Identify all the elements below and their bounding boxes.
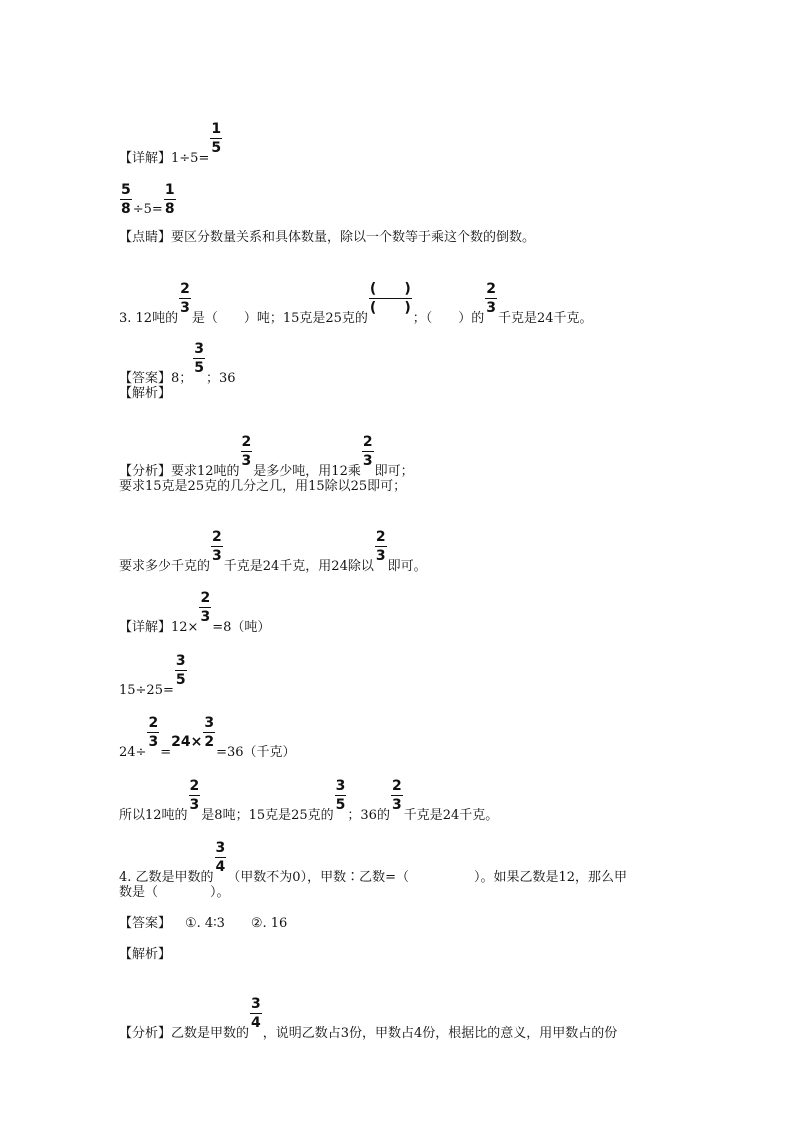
detail-text: 【详解】12× xyxy=(119,620,199,635)
answer-text: ①. 4∶3 ②. 16 xyxy=(185,916,288,931)
numerator: 2 xyxy=(180,281,190,297)
denominator: 4 xyxy=(215,859,226,875)
question-text: 4. 乙数是甲数的 xyxy=(119,870,214,885)
numerator: 2 xyxy=(212,529,222,545)
detail-line-4 xyxy=(119,653,188,698)
analysis-text: 即可。 xyxy=(387,559,427,574)
analysis-text: 要求15克是25克的几分之几，用15除以25即可； xyxy=(119,479,407,494)
answer-text: ；36 xyxy=(206,371,236,386)
section-tag-detail: 【详解】 xyxy=(119,151,172,166)
conclusion-text: 所以12吨的 xyxy=(119,808,188,823)
analysis-text: 【分析】乙数是甲数的 xyxy=(119,1026,250,1041)
denominator: 3 xyxy=(200,609,211,625)
detail-text: =36（千克） xyxy=(216,745,296,760)
numerator: 3 xyxy=(175,653,186,669)
section-tag-analysis: 【解析】 xyxy=(119,386,172,401)
denominator: 3 xyxy=(362,453,373,469)
analysis-line-1 xyxy=(119,434,414,479)
fraction xyxy=(193,342,205,375)
numerator: 3 xyxy=(335,778,346,794)
fraction xyxy=(179,282,191,315)
fraction xyxy=(210,122,222,155)
numerator: 1 xyxy=(164,182,175,198)
fraction xyxy=(175,654,187,687)
analysis-text: 即可； xyxy=(374,464,414,479)
numerator: 3 xyxy=(251,996,261,1012)
denominator: 2 xyxy=(204,734,215,750)
numerator: 2 xyxy=(241,434,252,450)
fraction xyxy=(241,435,253,468)
fraction xyxy=(147,716,159,749)
question-4 xyxy=(119,840,628,885)
fraction xyxy=(391,779,403,812)
expression-text: 1÷5= xyxy=(171,151,210,166)
analysis-heading-2 xyxy=(119,945,171,965)
answer-text: 【答案】8； xyxy=(119,371,193,386)
denominator: 5 xyxy=(194,360,205,376)
analysis-line-2 xyxy=(119,477,406,497)
analysis-text: 【分析】要求12吨的 xyxy=(119,464,240,479)
numerator: 3 xyxy=(194,341,205,357)
analysis-text: 是多少吨，用12乘 xyxy=(253,464,361,479)
denominator: 5 xyxy=(175,672,186,688)
detail-text: =8（吨） xyxy=(212,620,271,635)
detail-line-2 xyxy=(119,182,177,217)
numerator: 3 xyxy=(204,715,215,731)
conclusion-text: 是8吨；15克是25克的 xyxy=(201,808,334,823)
fraction xyxy=(375,530,387,563)
question-text: ；（ ）的 xyxy=(412,311,485,326)
fraction xyxy=(335,779,347,812)
denominator: 8 xyxy=(121,201,131,217)
numerator: 2 xyxy=(486,281,496,297)
denominator: 3 xyxy=(148,734,159,750)
denominator: 5 xyxy=(211,140,222,156)
analysis-text: ，说明乙数占3份，甲数占4份，根据比的意义，用甲数占的份 xyxy=(262,1026,618,1041)
denominator: 3 xyxy=(391,797,402,813)
denominator: 3 xyxy=(375,548,386,564)
denominator: 3 xyxy=(189,797,200,813)
analysis-text: 要求多少千克的 xyxy=(119,559,211,574)
question-text: 数是（ ）。 xyxy=(119,885,230,900)
numerator: 2 xyxy=(391,778,402,794)
question-4-cont xyxy=(119,883,230,903)
fraction xyxy=(199,591,211,624)
numerator: 2 xyxy=(200,590,211,606)
blank-fraction xyxy=(369,282,412,315)
detail-line-1 xyxy=(119,121,223,166)
numerator: 2 xyxy=(362,434,373,450)
expression-text: ÷5= xyxy=(132,202,163,217)
section-tag-analysis: 【解析】 xyxy=(119,947,172,962)
denominator: 3 xyxy=(180,300,190,316)
detail-text: = xyxy=(160,745,172,760)
answer-line-2 xyxy=(119,914,287,934)
denominator: 3 xyxy=(241,453,252,469)
tip-text: 【点睛】要区分数量关系和具体数量，除以一个数等于乘这个数的倒数。 xyxy=(119,230,536,245)
conclusion-text: 千克是24千克。 xyxy=(403,808,499,823)
fraction xyxy=(211,530,223,563)
fraction xyxy=(215,841,227,874)
analysis-line-3 xyxy=(119,529,427,574)
fraction xyxy=(362,435,374,468)
tip-line xyxy=(119,228,535,248)
numerator: 1 xyxy=(211,121,222,137)
numerator: ( ) xyxy=(369,281,411,297)
denominator: 3 xyxy=(486,300,496,316)
conclusion-text: ；36的 xyxy=(347,808,390,823)
detail-line-3 xyxy=(119,590,271,635)
denominator: 5 xyxy=(335,797,346,813)
denominator: 4 xyxy=(251,1015,261,1031)
fraction xyxy=(189,779,201,812)
fraction xyxy=(203,716,215,749)
analysis-line-4 xyxy=(119,996,618,1041)
detail-line-5 xyxy=(119,715,296,760)
numerator: 2 xyxy=(189,778,200,794)
question-text: 是（ ）吨；15克是25克的 xyxy=(191,311,368,326)
fraction xyxy=(250,997,262,1030)
numerator: 2 xyxy=(375,529,386,545)
detail-text: 15÷25= xyxy=(119,683,174,698)
denominator: 3 xyxy=(212,548,222,564)
denominator: 8 xyxy=(164,201,175,217)
numerator: 5 xyxy=(121,182,131,198)
denominator: ( ) xyxy=(369,300,411,316)
analysis-text: 千克是24千克，用24除以 xyxy=(223,559,374,574)
numerator: 2 xyxy=(148,715,159,731)
question-3 xyxy=(119,281,593,326)
answer-line xyxy=(119,341,236,386)
question-text: 千克是24千克。 xyxy=(497,311,593,326)
fraction xyxy=(164,183,176,216)
numerator: 3 xyxy=(215,840,226,856)
detail-text: 24÷ xyxy=(119,745,147,760)
fraction xyxy=(120,183,132,216)
section-tag-answer: 【答案】 xyxy=(119,916,172,931)
detail-text: 24× xyxy=(171,734,203,750)
conclusion-line xyxy=(119,778,499,823)
fraction xyxy=(485,282,497,315)
analysis-heading xyxy=(119,384,171,404)
question-text: （甲数不为0），甲数∶乙数=（ ）。如果乙数是12，那么甲 xyxy=(227,870,628,885)
question-text: 3. 12吨的 xyxy=(119,311,179,326)
